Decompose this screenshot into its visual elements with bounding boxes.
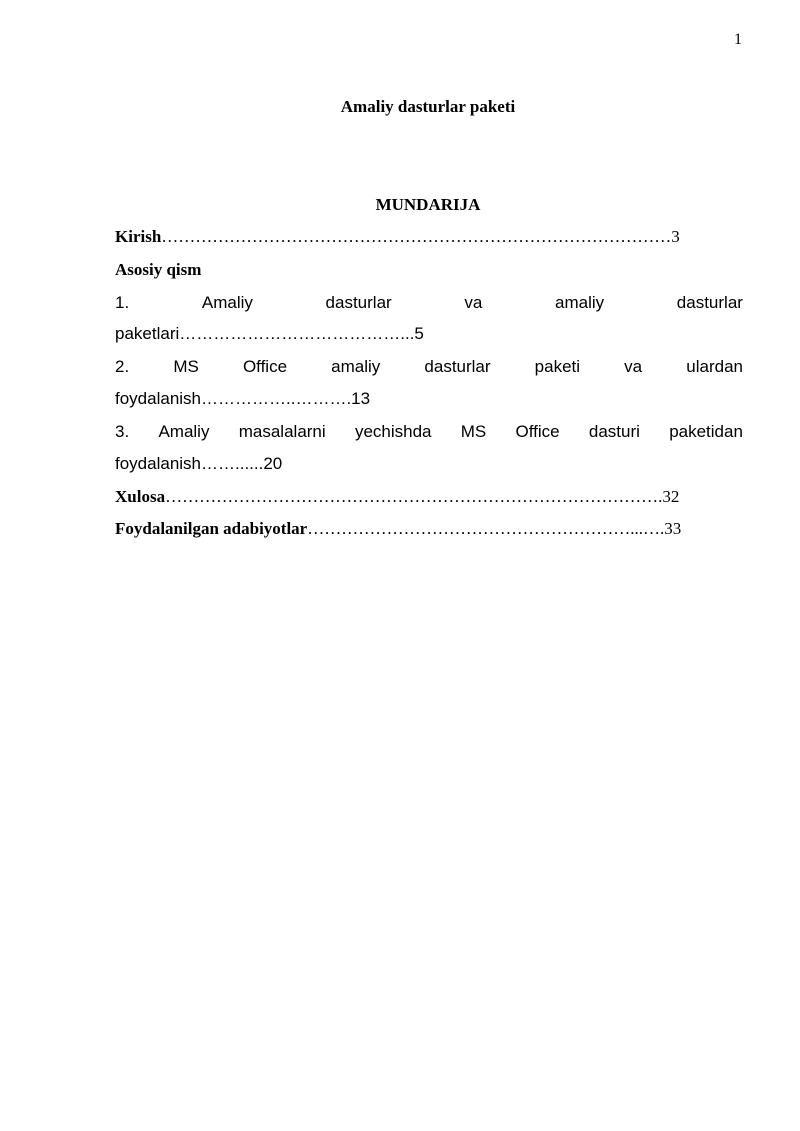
- toc-entry-item3-line1: [115, 421, 743, 443]
- document-title: Amaliy dasturlar paketi: [340, 97, 516, 116]
- toc-entry-label: Foydalanilgan adabiyotlar: [115, 519, 308, 538]
- toc-word: amaliy: [331, 357, 381, 376]
- toc-entry-xulosa: [115, 486, 743, 508]
- toc-entry-leader: …………………………………………………………………………….: [165, 487, 663, 506]
- toc-word: dasturlar: [676, 293, 743, 312]
- toc-entry-item1-line2: paketlari…………………………………...5: [115, 324, 424, 343]
- toc-word: Office: [242, 357, 288, 376]
- toc-entry-item2-line2: foydalanish……………..……….13: [115, 389, 371, 408]
- toc-section-asosiy-qism: Asosiy qism: [115, 260, 202, 279]
- toc-entry-leader: ………………………………………………………………………………: [161, 227, 672, 246]
- toc-word: Amaliy: [201, 293, 253, 312]
- toc-word: dasturlar: [424, 357, 491, 376]
- toc-word: ulardan: [686, 357, 743, 376]
- page-number: 1: [734, 31, 742, 48]
- toc-word: va: [624, 357, 643, 376]
- toc-word: Amaliy: [158, 422, 210, 441]
- toc-word: yechishda: [354, 422, 432, 441]
- toc-word: MS: [173, 357, 199, 376]
- toc-entry-item3-line2: foydalanish……......20: [115, 454, 283, 473]
- toc-entry-page: 3: [671, 227, 680, 246]
- toc-word: paketi: [534, 357, 581, 376]
- toc-word: paketidan: [669, 422, 743, 441]
- toc-word: 1.: [115, 293, 130, 312]
- toc-word: dasturi: [588, 422, 640, 441]
- toc-entry-page: 33: [664, 519, 682, 538]
- toc-entry-item2-line1: [115, 356, 743, 378]
- toc-word: MS: [460, 422, 487, 441]
- toc-entry-kirish: [115, 226, 743, 248]
- toc-word: 3.: [115, 422, 130, 441]
- toc-entry-adabiyotlar: [115, 518, 743, 540]
- toc-entry-page: 32: [662, 487, 680, 506]
- toc-word: Office: [515, 422, 560, 441]
- toc-entry-label: Kirish: [115, 227, 162, 246]
- toc-entry-label: Xulosa: [115, 487, 166, 506]
- toc-word: va: [464, 293, 483, 312]
- toc-word: 2.: [115, 357, 130, 376]
- toc-word: amaliy: [555, 293, 605, 312]
- toc-heading: MUNDARIJA: [375, 195, 481, 214]
- toc-word: dasturlar: [325, 293, 392, 312]
- toc-word: masalalarni: [238, 422, 326, 441]
- toc-entry-leader: …………………………………………………...….: [307, 519, 665, 538]
- toc-entry-item1-line1: [115, 292, 743, 314]
